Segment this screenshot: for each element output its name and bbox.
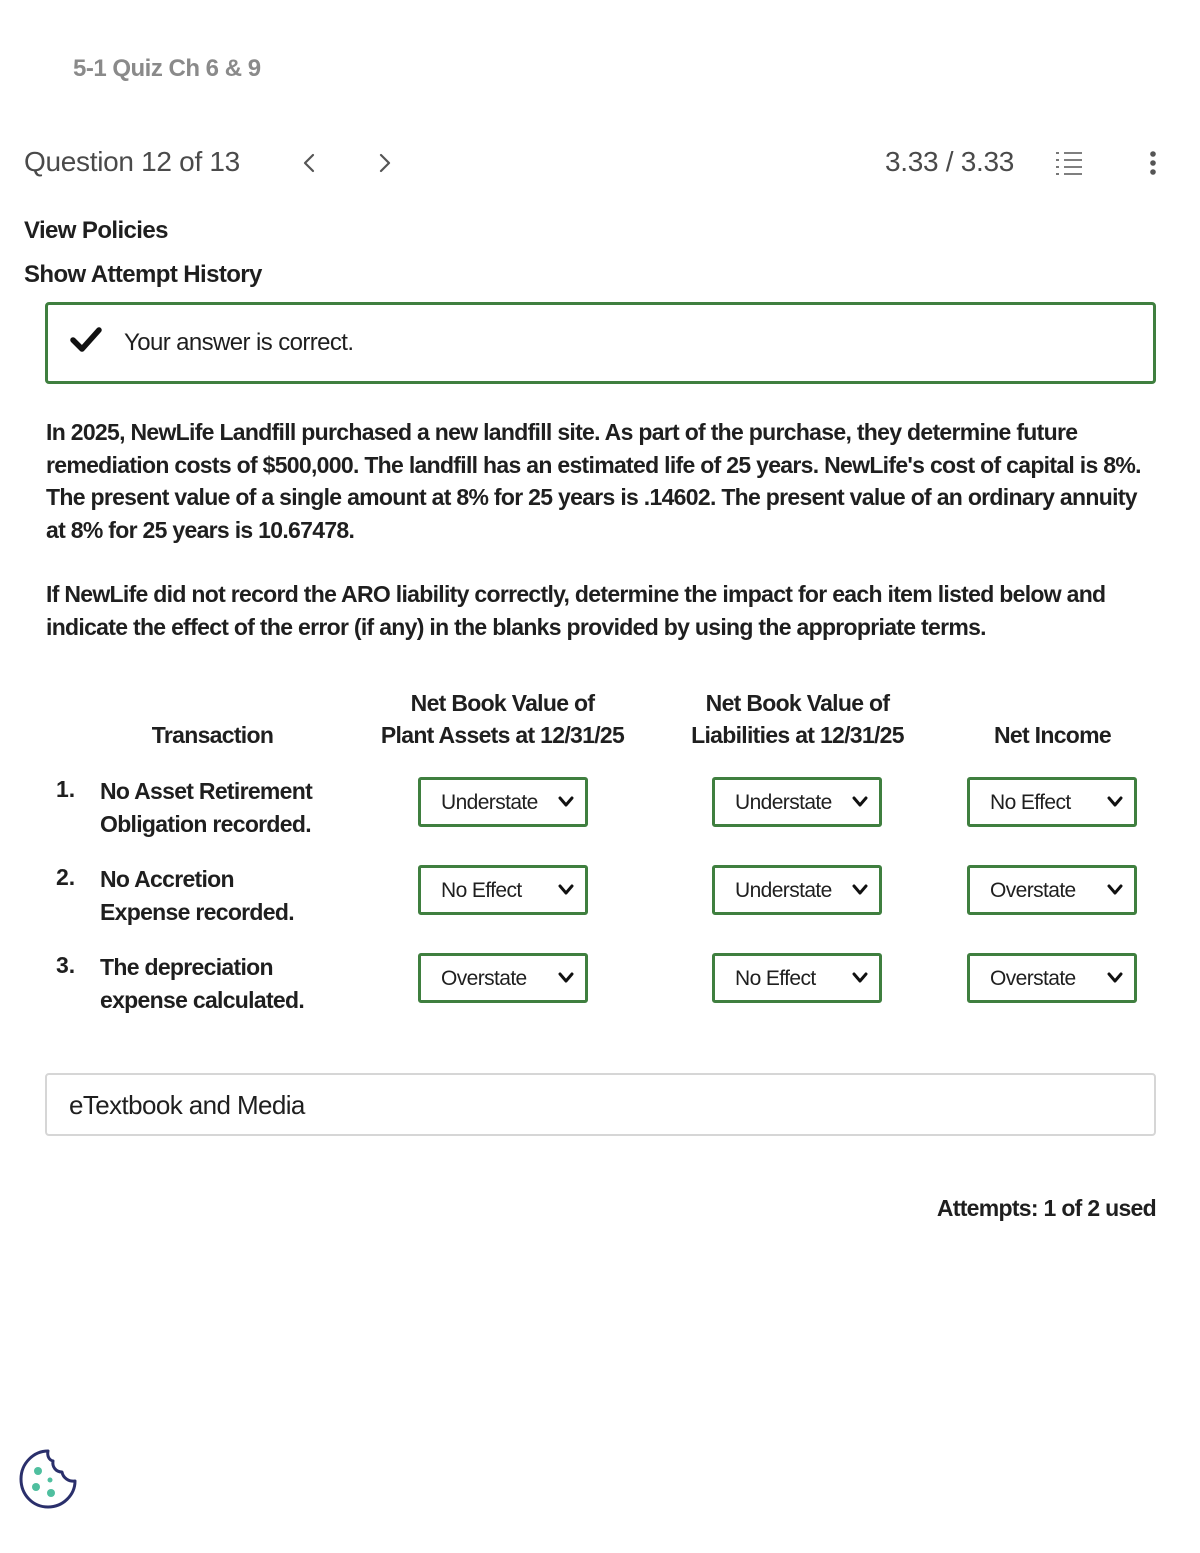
header-transaction: Transaction — [151, 722, 274, 748]
chevron-down-icon — [851, 882, 869, 898]
select-net-income[interactable]: No Effect — [967, 777, 1137, 827]
header-liabilities: Net Book Value of Liabilities at 12/31/25 — [691, 690, 904, 748]
more-vertical-icon[interactable] — [1146, 146, 1160, 180]
question-instructions: If NewLife did not record the ARO liability correctly, determine the impact for each item listed below and indicate the effect of the error (if any) in the blanks provided by using the appropriate terms. — [46, 581, 1106, 640]
view-policies-link[interactable]: View Policies — [24, 217, 168, 244]
list-icon[interactable] — [1052, 147, 1086, 179]
chevron-down-icon — [851, 794, 869, 810]
chevron-down-icon — [851, 970, 869, 986]
chevron-down-icon — [557, 882, 575, 898]
cookie-icon[interactable] — [16, 1447, 80, 1511]
chevron-left-icon[interactable] — [294, 146, 324, 180]
show-attempt-history-link[interactable]: Show Attempt History — [24, 261, 262, 288]
checkmark-icon — [70, 325, 102, 355]
row-number: 1. — [56, 776, 76, 802]
select-net-income[interactable]: Overstate — [967, 953, 1137, 1003]
chevron-down-icon — [1106, 970, 1124, 986]
feedback-text: Your answer is correct. — [124, 329, 354, 356]
chevron-down-icon — [557, 970, 575, 986]
quiz-title: 5-1 Quiz Ch 6 & 9 — [73, 55, 261, 82]
row-label: No Accretion Expense recorded. — [100, 866, 294, 925]
select-plant-assets[interactable]: Understate — [418, 777, 588, 827]
question-bar — [24, 140, 1174, 186]
etextbook-media-label: eTextbook and Media — [69, 1090, 305, 1120]
select-liabilities[interactable]: Understate — [712, 777, 882, 827]
select-liabilities[interactable]: Understate — [712, 865, 882, 915]
row-label: No Asset Retirement Obligation recorded. — [100, 778, 313, 837]
chevron-down-icon — [1106, 882, 1124, 898]
row-number: 3. — [56, 952, 76, 978]
header-plant-assets: Net Book Value of Plant Assets at 12/31/25 — [380, 690, 625, 748]
header-net-income: Net Income — [994, 722, 1111, 748]
row-number: 2. — [56, 864, 76, 890]
select-plant-assets[interactable]: Overstate — [418, 953, 588, 1003]
chevron-down-icon — [557, 794, 575, 810]
attempts-counter: Attempts: 1 of 2 used — [936, 1195, 1156, 1221]
select-plant-assets[interactable]: No Effect — [418, 865, 588, 915]
chevron-right-icon[interactable] — [370, 146, 400, 180]
question-score: 3.33 / 3.33 — [884, 146, 1014, 177]
question-counter: Question 12 of 13 — [24, 146, 240, 177]
chevron-down-icon — [1106, 794, 1124, 810]
question-prompt: In 2025, NewLife Landfill purchased a new landfill site. As part of the purchase, they determine future remediation costs of $500,000. The landfill has an estimated life of 25 years. NewLife's cost of capital is 8%. The present value of a single amount at 8% for 25 years is .14602. The present value of an ordinary annuity at 8% for 25 years is 10.67478. — [46, 419, 1141, 543]
etextbook-media-panel[interactable] — [45, 1073, 1156, 1136]
row-label: The depreciation expense calculated. — [100, 954, 305, 1013]
select-liabilities[interactable]: No Effect — [712, 953, 882, 1003]
feedback-banner — [45, 302, 1156, 384]
select-net-income[interactable]: Overstate — [967, 865, 1137, 915]
